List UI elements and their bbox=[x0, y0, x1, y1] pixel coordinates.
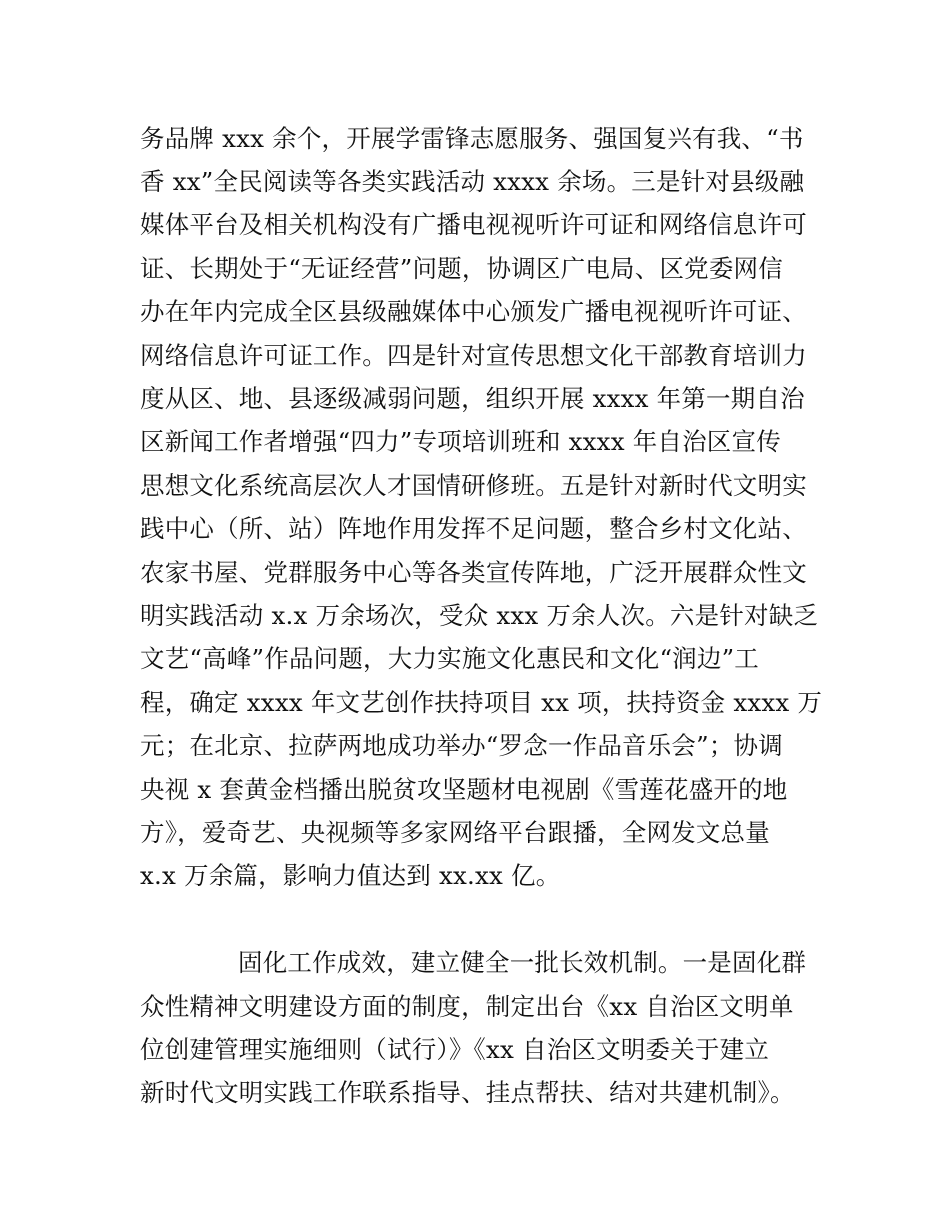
text-line: 固化工作成效，建立健全一批长效机制。一是固化群 bbox=[238, 948, 807, 977]
text-line: 新时代文明实践工作联系指导、挂点帮扶、结对共建机制》。 bbox=[140, 1078, 795, 1107]
text-line: 区新闻工作者增强“四力”专项培训班和 xxxx 年自治区宣传 bbox=[140, 427, 781, 456]
text-line: 务品牌 xxx 余个，开展学雷锋志愿服务、强国复兴有我、“书 bbox=[140, 124, 804, 153]
text-line: 办在年内完成全区县级融媒体中心颁发广播电视视听许可证、 bbox=[140, 297, 807, 326]
text-line: 网络信息许可证工作。四是针对宣传思想文化干部教育培训力 bbox=[140, 341, 807, 370]
text-line: 香 xx”全民阅读等各类实践活动 xxxx 余场。三是针对县级融 bbox=[140, 167, 805, 196]
text-line: 文艺“高峰”作品问题，大力实施文化惠民和文化“润边”工 bbox=[140, 644, 759, 673]
text-line: 农家书屋、党群服务中心等各类宣传阵地，广泛开展群众性文 bbox=[140, 558, 807, 587]
text-line: 方》，爱奇艺、央视频等多家网络平台跟播，全网发文总量 bbox=[140, 818, 770, 847]
text-line: x.x 万余篇，影响力值达到 xx.xx 亿。 bbox=[140, 861, 561, 890]
text-line: 证、长期处于“无证经营”问题，协调区广电局、区党委网信 bbox=[140, 254, 783, 283]
text-line: 思想文化系统高层次人才国情研修班。五是针对新时代文明实 bbox=[140, 471, 807, 500]
text-line: 程，确定 xxxx 年文艺创作扶持项目 xx 项，扶持资金 xxxx 万 bbox=[140, 688, 823, 717]
text-line: 元；在北京、拉萨两地成功举办“罗念一作品音乐会”；协调 bbox=[140, 731, 783, 760]
text-line: 央视 x 套黄金档播出脱贫攻坚题材电视剧《雪莲花盛开的地 bbox=[140, 775, 788, 804]
text-line: 位创建管理实施细则（试行）》《xx 自治区文明委关于建立 bbox=[140, 1035, 770, 1064]
text-line: 践中心（所、站）阵地作用发挥不足问题，整合乡村文化站、 bbox=[140, 514, 807, 543]
text-line: 度从区、地、县逐级减弱问题，组织开展 xxxx 年第一期自治 bbox=[140, 384, 805, 413]
text-line: 众性精神文明建设方面的制度，制定出台《xx 自治区文明单 bbox=[140, 992, 794, 1021]
text-line: 媒体平台及相关机构没有广播电视视听许可证和网络信息许可 bbox=[140, 210, 807, 239]
text-line: 明实践活动 x.x 万余场次，受众 xxx 万余人次。六是针对缺乏 bbox=[140, 601, 819, 630]
